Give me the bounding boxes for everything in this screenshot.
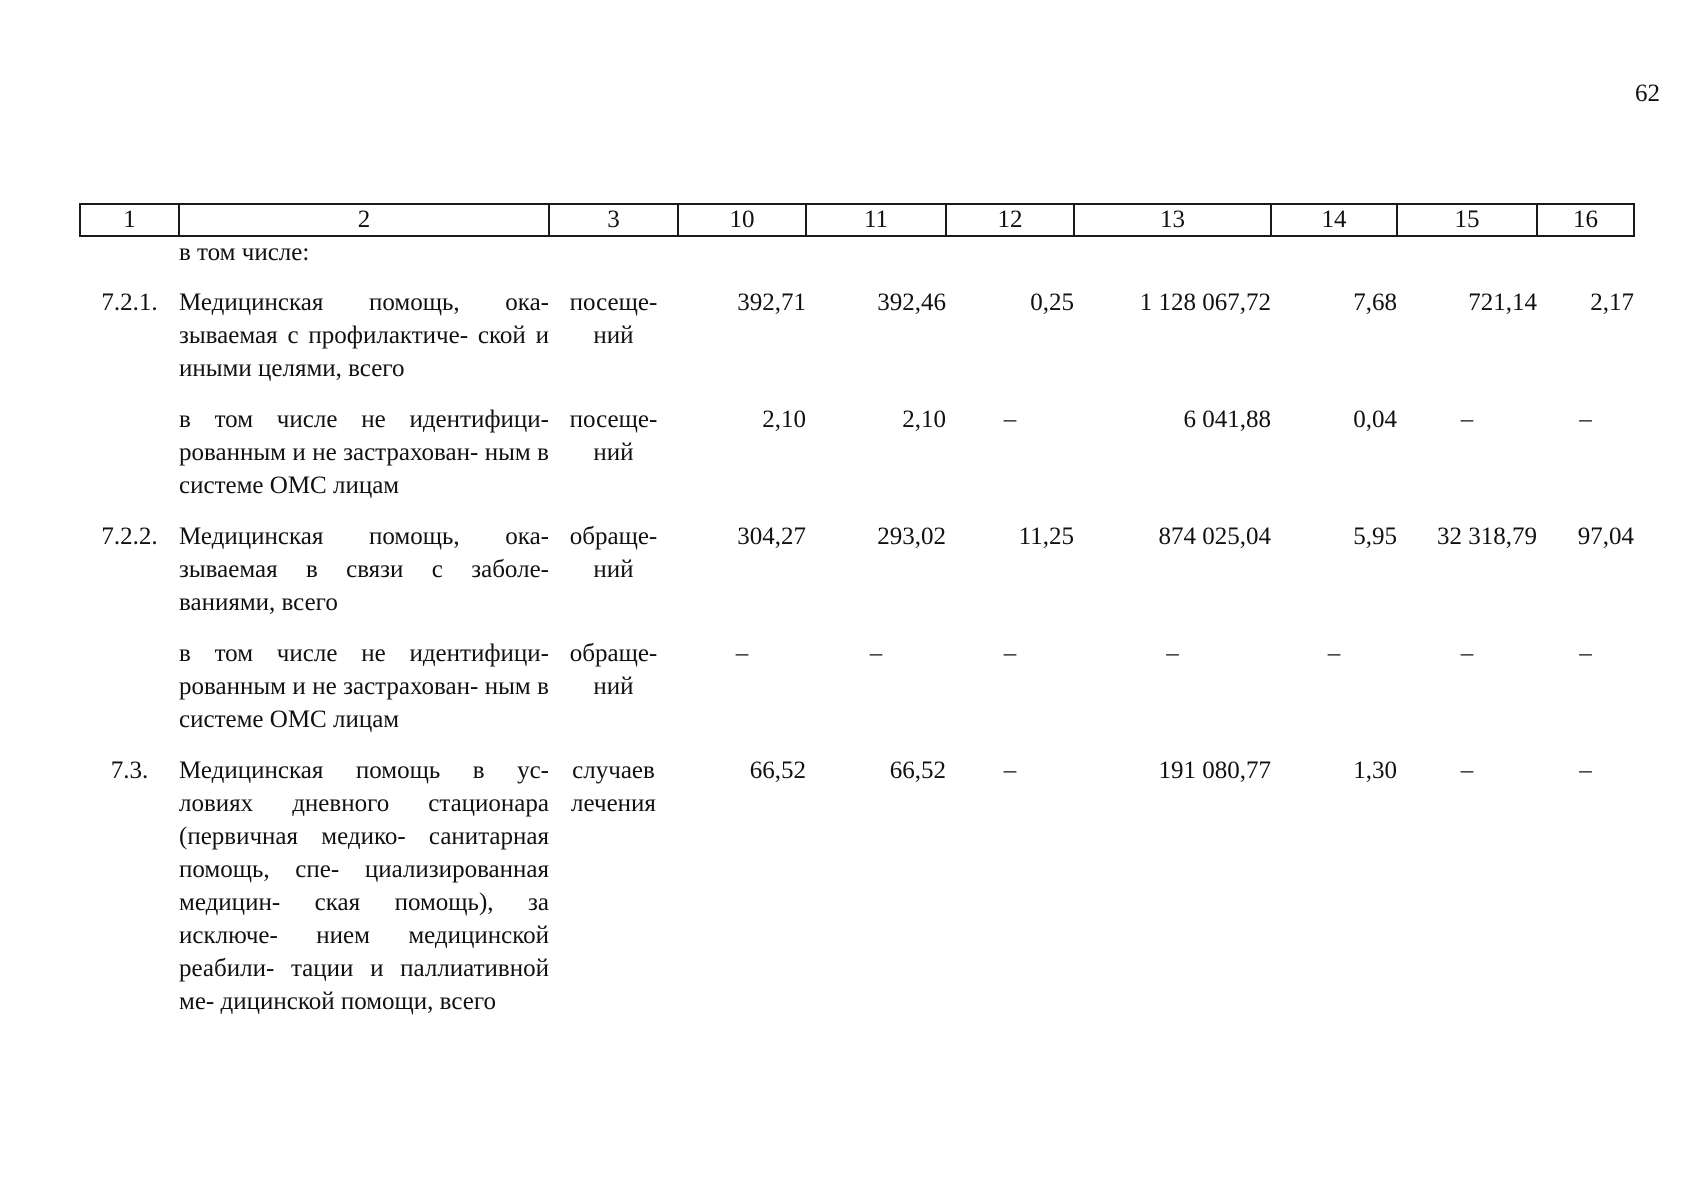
intro-row — [80, 236, 1634, 286]
header-col-1: 1 — [80, 204, 179, 236]
value-col-13: 6 041,88 — [1183, 406, 1271, 433]
row-unit: посеще- ний — [569, 406, 658, 466]
value-col-16: – — [1579, 757, 1592, 784]
row-unit: посеще- ний — [569, 289, 658, 349]
header-col-10: 10 — [678, 204, 806, 236]
value-col-10: 392,71 — [737, 289, 806, 316]
value-col-16: 2,17 — [1590, 289, 1634, 316]
row-unit: обраще- ний — [569, 523, 658, 583]
table-row — [80, 754, 1634, 1018]
value-col-15: – — [1460, 757, 1474, 784]
row-name: Медицинская помощь, ока- зываемая с профилактиче- ской и иными целями, всего — [179, 289, 549, 382]
table-row — [80, 286, 1634, 385]
value-col-14: 5,95 — [1353, 523, 1397, 550]
value-col-13: 191 080,77 — [1158, 757, 1271, 784]
value-col-11: – — [869, 640, 883, 667]
row-gap — [80, 736, 1634, 754]
value-col-16: – — [1579, 406, 1592, 433]
table-row — [80, 637, 1634, 736]
table-row — [80, 403, 1634, 502]
row-number: 7.2.2. — [101, 523, 158, 550]
row-name: Медицинская помощь, ока- зываемая в связи с заболе- ваниями, всего — [179, 523, 549, 616]
row-name: в том числе не идентифици- рованным и не застрахован- ным в системе ОМС лицам — [179, 640, 549, 733]
header-col-11: 11 — [806, 204, 946, 236]
value-col-16: – — [1579, 640, 1592, 667]
value-col-14: – — [1327, 640, 1341, 667]
header-row — [80, 204, 1634, 236]
row-name: в том числе не идентифици- рованным и не застрахован- ным в системе ОМС лицам — [179, 406, 549, 499]
row-gap — [80, 619, 1634, 637]
value-col-11: 66,52 — [889, 757, 946, 784]
row-name: Медицинская помощь в ус- ловиях дневного стационара (первичная медико- санитарная помощь, спе- циализированная медицин- ская помощь), за исключе- нием медицинской реабили- тации и паллиативной ме- дицинской помощи, всего — [179, 757, 549, 1015]
page-number: 62 — [1635, 80, 1660, 107]
header-col-12: 12 — [946, 204, 1074, 236]
row-gap — [80, 385, 1634, 403]
value-col-15: – — [1460, 406, 1474, 433]
header-col-2: 2 — [179, 204, 549, 236]
value-col-10: 66,52 — [749, 757, 806, 784]
value-col-15: 32 318,79 — [1437, 523, 1537, 550]
value-col-12: 0,25 — [1030, 289, 1074, 316]
value-col-12: – — [1003, 757, 1017, 784]
row-number — [80, 403, 179, 502]
value-col-13: – — [1166, 640, 1179, 667]
row-unit: обраще- ний — [569, 640, 658, 700]
value-col-12: – — [1003, 640, 1017, 667]
value-col-11: 293,02 — [877, 523, 946, 550]
value-col-13: 1 128 067,72 — [1139, 289, 1271, 316]
value-col-11: 392,46 — [877, 289, 946, 316]
row-number: 7.2.1. — [101, 289, 158, 316]
value-col-15: 721,14 — [1468, 289, 1537, 316]
value-col-14: 1,30 — [1353, 757, 1397, 784]
table-row — [80, 520, 1634, 619]
data-table — [79, 203, 1635, 1018]
value-col-12: – — [1003, 406, 1017, 433]
value-col-10: – — [735, 640, 749, 667]
header-col-15: 15 — [1397, 204, 1537, 236]
value-col-12: 11,25 — [1018, 523, 1074, 550]
row-gap — [80, 502, 1634, 520]
value-col-14: 7,68 — [1353, 289, 1397, 316]
value-col-14: 0,04 — [1353, 406, 1397, 433]
row-number: 7.3. — [110, 757, 149, 784]
header-col-14: 14 — [1271, 204, 1397, 236]
header-col-3: 3 — [549, 204, 678, 236]
value-col-13: 874 025,04 — [1158, 523, 1271, 550]
value-col-10: 304,27 — [737, 523, 806, 550]
value-col-11: 2,10 — [902, 406, 946, 433]
row-number — [80, 637, 179, 736]
row-unit: случаев лечения — [571, 757, 656, 817]
value-col-16: 97,04 — [1577, 523, 1634, 550]
value-col-10: 2,10 — [762, 406, 806, 433]
header-col-16: 16 — [1537, 204, 1634, 236]
header-col-13: 13 — [1074, 204, 1271, 236]
value-col-15: – — [1460, 640, 1474, 667]
intro-text: в том числе: — [179, 239, 310, 266]
